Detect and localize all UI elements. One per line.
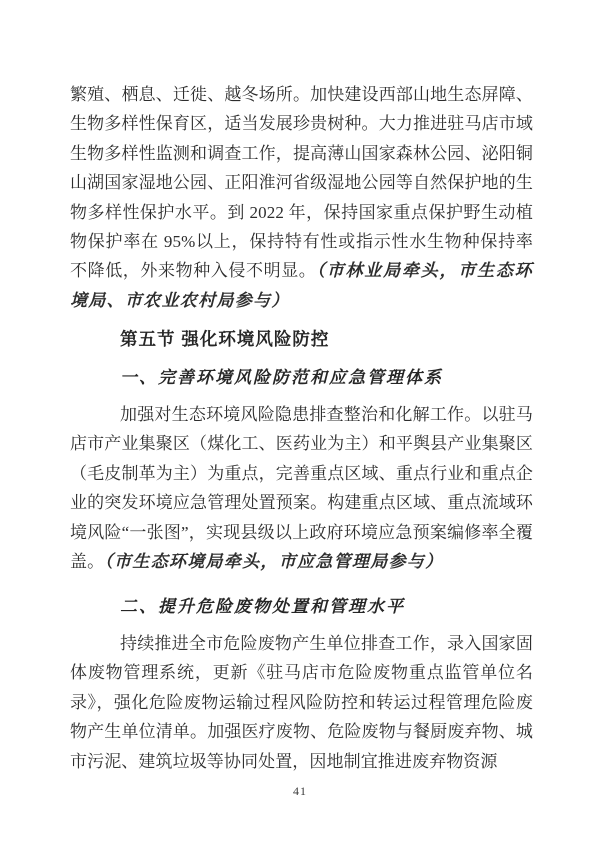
paragraph-biodiversity bbox=[70, 80, 533, 315]
paragraph-hazardous-waste-text: 持续推进全市危险废物产生单位排查工作，录入国家固体废物管理系统，更新《驻马店市危险废物重点监管单位名录》，强化危险废物运输过程风险防控和转运过程管理危险废物产生单位清单。加强医疗废物、危险废物与餐厨废弃物、城市污泥、建筑垃圾等协同处置，因地制宜推进废弃物资源 bbox=[70, 633, 533, 771]
paragraph-risk-prevention bbox=[70, 400, 533, 576]
document-content bbox=[70, 80, 533, 776]
paragraph-hazardous-waste bbox=[70, 629, 533, 776]
responsible-depts-annotation: （市生态环境局牵头，市应急管理局参与） bbox=[104, 552, 444, 572]
section-heading-five: 第五节 强化环境风险防控 bbox=[120, 329, 330, 350]
sub-heading-two: 二、提升危险废物处置和管理水平 bbox=[120, 596, 405, 616]
paragraph-risk-prevention-text: 加强对生态环境风险隐患排查整治和化解工作。以驻马店市产业集聚区（煤化工、医药业为主）和平舆县产业集聚区（毛皮制革为主）为重点，完善重点区域、重点行业和重点企业的突发环境应急管理处置预案。构建重点区域、重点流域环境风险“一张图”，实现县级以上政府环境应急预案编修率全覆盖。 bbox=[70, 405, 533, 572]
responsible-depts-annotation: （市林业局牵头，市生态环境局、市农业农村局参与） bbox=[70, 261, 533, 310]
page-number: 41 bbox=[293, 784, 307, 798]
sub-heading-one: 一、完善环境风险防范和应急管理体系 bbox=[120, 367, 443, 387]
paragraph-biodiversity-text: 繁殖、栖息、迁徙、越冬场所。加快建设西部山地生态屏障、生物多样性保育区，适当发展珍贵树种。大力推进驻马店市域生物多样性监测和调查工作，提高薄山国家森林公园、泌阳铜山湖国家湿地公园、正阳淮河省级湿地公园等自然保护地的生物多样性保护水平。到 2022 年，保持国家重点保护野生动植物保护率在 95%以上，保持特有性或指示性水生物种保持率不降低，外来物种入侵不明显。 bbox=[70, 85, 533, 281]
